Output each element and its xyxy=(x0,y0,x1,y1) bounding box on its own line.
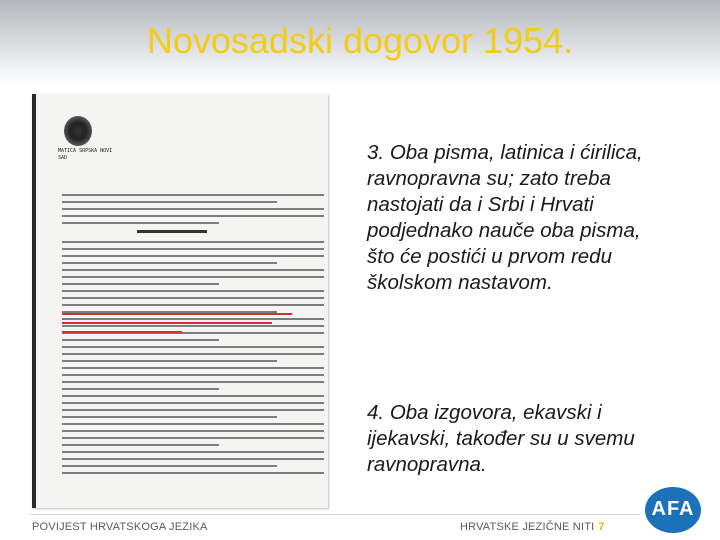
footer-series-title: HRVATSKE JEZIČNE NITI xyxy=(460,521,595,533)
highlight-underline xyxy=(62,322,272,324)
document-scan xyxy=(32,94,328,508)
paragraph-3 xyxy=(367,140,667,296)
footer-course-title: POVIJEST HRVATSKOGA JEZIKA xyxy=(32,521,208,533)
highlight-underline xyxy=(62,313,292,315)
emblem-icon xyxy=(64,116,92,146)
slide-title: Novosadski dogovor 1954. xyxy=(146,20,574,61)
paragraph-4 xyxy=(367,400,667,478)
document-issuer: MATICA SRPSKA NOVI SAD xyxy=(58,148,113,161)
paragraph-text: Oba pisma, latinica i ćirilica, ravnopravna su; zato treba nastojati da i Srbi i Hrvati podjednako nauče oba pisma, što će postići u prvom redu školskom nastavom. xyxy=(367,141,643,294)
paragraph-number: 4. xyxy=(367,401,385,424)
paragraph-text: Oba izgovora, ekavski i ijekavski, također su u svemu ravnopravna. xyxy=(367,401,635,476)
highlight-underline xyxy=(62,331,182,333)
logo-text: AFA xyxy=(651,498,695,520)
afa-logo-icon xyxy=(645,487,701,533)
footer-divider xyxy=(30,514,640,515)
paragraph-number: 3. xyxy=(367,141,385,164)
document-text-lines xyxy=(62,194,324,479)
footer-series xyxy=(460,521,605,533)
page-number: 7 xyxy=(598,521,605,533)
